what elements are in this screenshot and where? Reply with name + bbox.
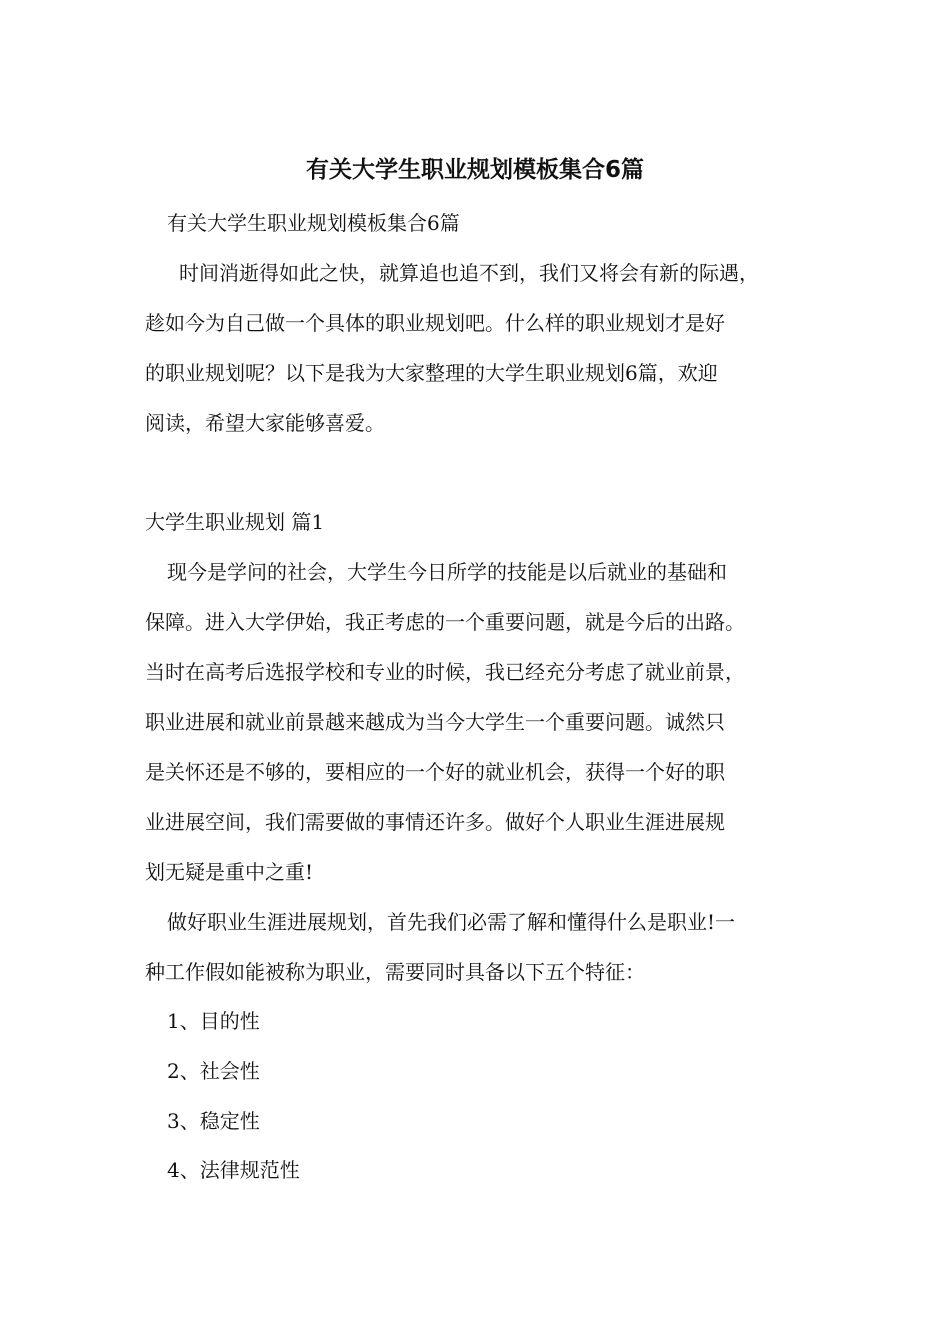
list-item: 3、稳定性 — [167, 1109, 260, 1133]
intro-line-3: 的职业规划呢？以下是我为大家整理的大学生职业规划6篇，欢迎 — [145, 361, 718, 385]
document-title: 有关大学生职业规划模板集合6篇 — [305, 157, 644, 183]
para2-line-1: 做好职业生涯进展规划，首先我们必需了解和懂得什么是职业!一 — [167, 910, 736, 934]
para1-line-4: 职业进展和就业前景越来越成为当今大学生一个重要问题。诚然只 — [145, 710, 725, 734]
para1-line-2: 保障。进入大学伊始，我正考虑的一个重要问题，就是今后的出路。 — [145, 610, 745, 634]
document-subtitle: 有关大学生职业规划模板集合6篇 — [167, 211, 460, 235]
list-item: 2、社会性 — [167, 1059, 260, 1083]
para1-line-1: 现今是学问的社会，大学生今日所学的技能是以后就业的基础和 — [167, 560, 727, 584]
para1-line-5: 是关怀还是不够的，要相应的一个好的就业机会，获得一个好的职 — [145, 760, 725, 784]
intro-line-2: 趁如今为自己做一个具体的职业规划吧。什么样的职业规划才是好 — [145, 311, 725, 335]
list-item: 1、目的性 — [167, 1009, 260, 1033]
list-item: 4、法律规范性 — [167, 1158, 300, 1182]
para1-line-3: 当时在高考后选报学校和专业的时候，我已经充分考虑了就业前景， — [145, 660, 745, 684]
para2-line-2: 种工作假如能被称为职业，需要同时具备以下五个特征： — [145, 960, 645, 984]
para1-line-6: 业进展空间，我们需要做的事情还许多。做好个人职业生涯进展规 — [145, 810, 725, 834]
intro-line-4: 阅读，希望大家能够喜爱。 — [145, 411, 385, 435]
para1-line-7: 划无疑是重中之重! — [145, 860, 314, 884]
section-heading: 大学生职业规划 篇1 — [145, 510, 325, 534]
intro-line-1: 时间消逝得如此之快，就算追也追不到，我们又将会有新的际遇， — [179, 261, 759, 285]
